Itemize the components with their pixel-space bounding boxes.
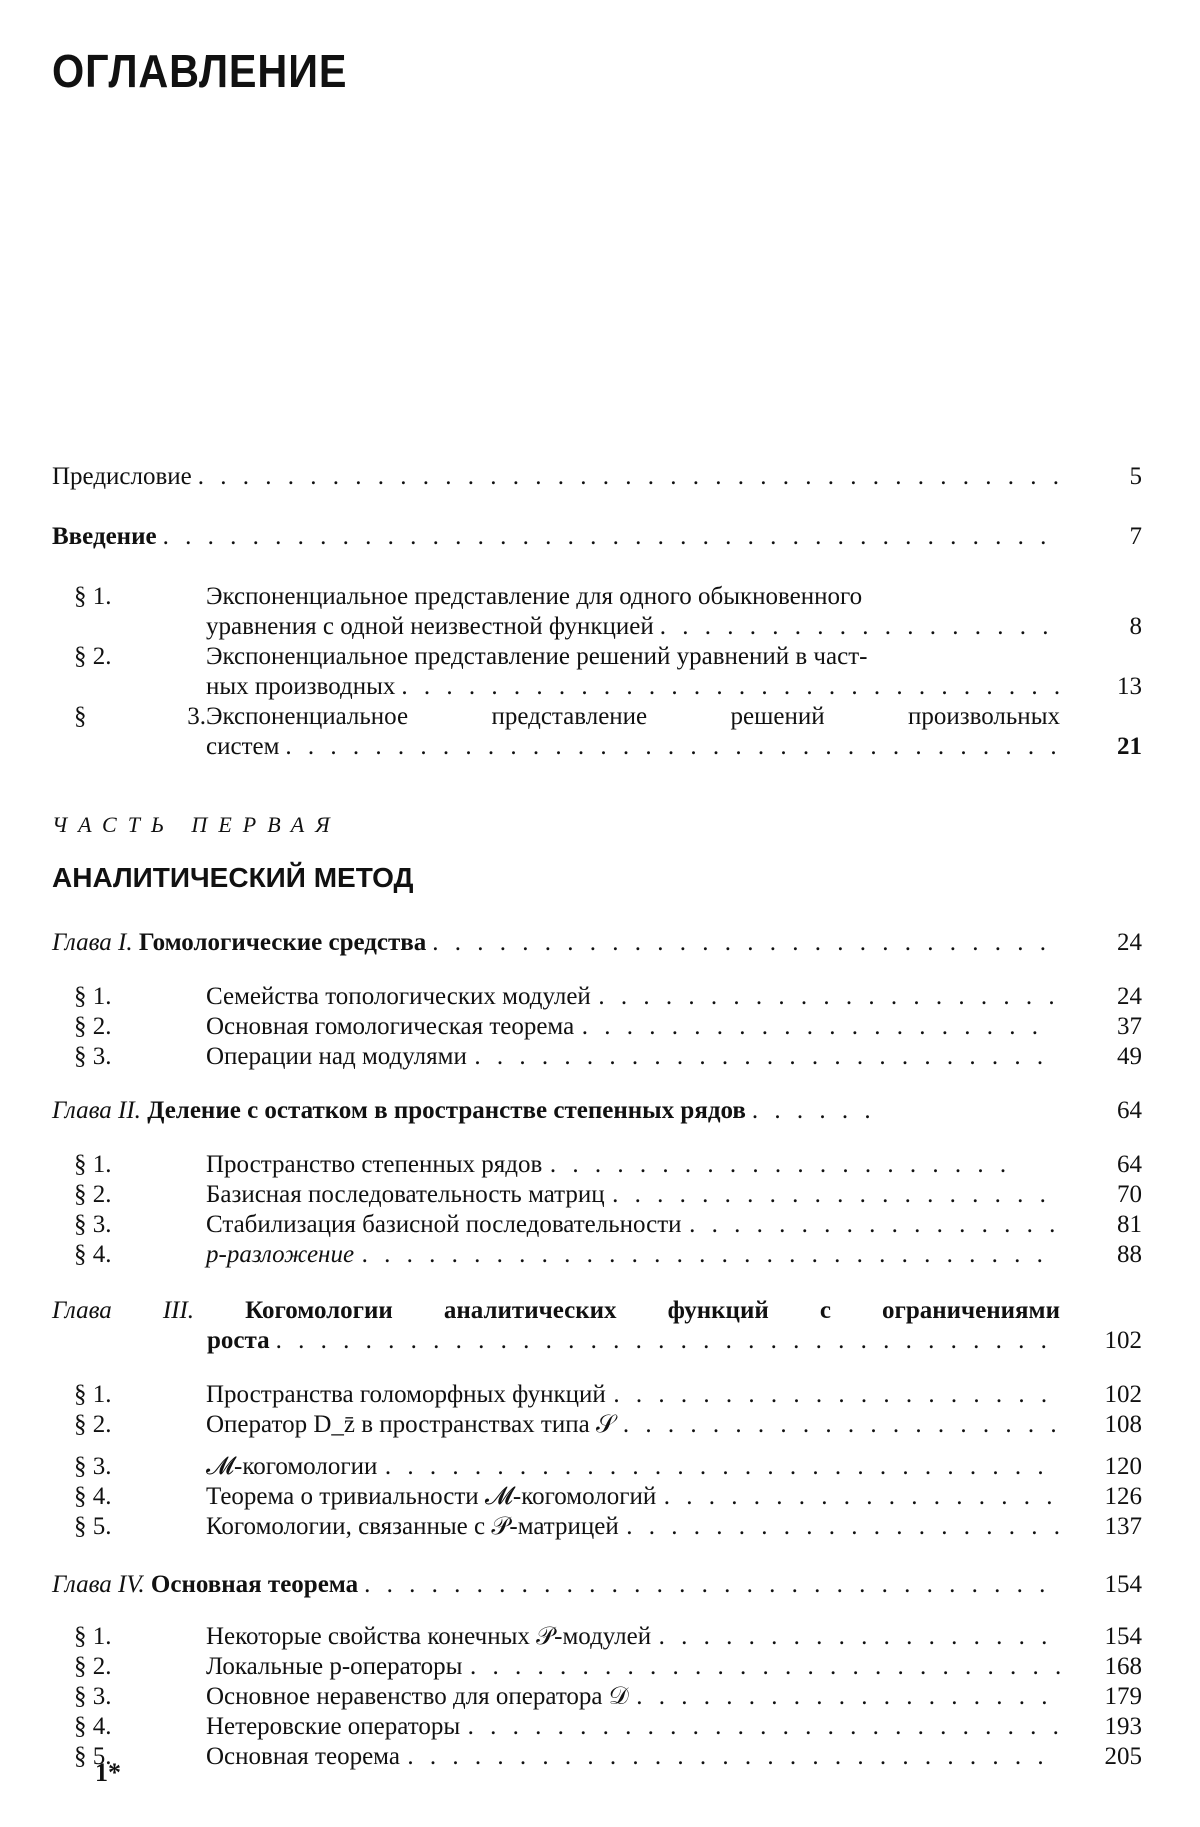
- toc-chapter: Глава IV. Основная теорема . . . . . . . . . . . . . . . . . . . . . . . . . . . . . . . 154: [52, 1570, 1142, 1600]
- toc-chapter: Глава III. Когомологии аналитических функций с ограничениями роста . . . . . . . . . . . . . . . . . . . . . . . . . . . . . . . . . . . 102: [52, 1296, 1142, 1356]
- part-label: ЧАСТЬ ПЕРВАЯ: [52, 812, 341, 838]
- toc-section: § 3.Экспоненциальное представление решений произвольных систем . . . . . . . . . . . . . . . . . . . . . . . . . . . . . . . . . . 21: [140, 702, 1142, 762]
- entry-page: 8: [1072, 612, 1142, 642]
- entry-page: 7: [1072, 522, 1142, 552]
- toc-section: § 4. p-разложение . . . . . . . . . . . . . . . . . . . . . . . . . . . . . . . 88: [140, 1240, 1142, 1270]
- page-title: ОГЛАВЛЕНИЕ: [52, 44, 347, 98]
- toc-section: § 4. Нетеровские операторы . . . . . . . . . . . . . . . . . . . . . . . . . . 193: [140, 1712, 1142, 1742]
- toc-section: § 5. Когомологии, связанные с 𝒫-матрицей . . . . . . . . . . . . . . . . . . . 137: [140, 1512, 1142, 1542]
- part-title: АНАЛИТИЧЕСКИЙ МЕТОД: [52, 862, 413, 894]
- toc-section: § 2. Базисная последовательность матриц . . . . . . . . . . . . . . . . . . . . 70: [140, 1180, 1142, 1210]
- toc-section: § 2. Основная гомологическая теорема . . . . . . . . . . . . . . . . . . . . . 37: [140, 1012, 1142, 1042]
- toc-section: § 2. Локальные p-операторы . . . . . . . . . . . . . . . . . . . . . . . . . . 168: [140, 1652, 1142, 1682]
- toc-section: § 1. Семейства топологических модулей . . . . . . . . . . . . . . . . . . . . . 24: [140, 982, 1142, 1012]
- toc-section: § 3. Операции над модулями . . . . . . . . . . . . . . . . . . . . . . . . . . 49: [140, 1042, 1142, 1072]
- toc-entry-intro: Введение . . . . . . . . . . . . . . . . . . . . . . . . . . . . . . . . . . . . . . . . 7: [52, 522, 1142, 552]
- toc-section: § 2. Оператор D_z̄ в пространствах типа 𝒮 . . . . . . . . . . . . . . . . . . . 108: [140, 1410, 1142, 1440]
- entry-page: 13: [1072, 672, 1142, 702]
- entry-page: 5: [1072, 462, 1142, 492]
- entry-label: Введение: [52, 522, 157, 552]
- toc-chapter: Глава I. Гомологические средства . . . . . . . . . . . . . . . . . . . . . . . . . . . . 24: [52, 928, 1142, 958]
- entry-label: Предисловие: [52, 462, 192, 492]
- toc-section: § 4. Теорема о тривиальности 𝓜-когомологий . . . . . . . . . . . . . . . . . . 126: [140, 1482, 1142, 1512]
- signature-mark: 1*: [95, 1758, 121, 1788]
- toc-section: § 5. Основная теорема . . . . . . . . . . . . . . . . . . . . . . . . . . . . . 205: [140, 1742, 1142, 1772]
- toc-section: § 3. Основное неравенство для оператора 𝒟 . . . . . . . . . . . . . . . . . . . 179: [140, 1682, 1142, 1712]
- toc-section: § 1. Пространство степенных рядов . . . . . . . . . . . . . . . . . . . . . 64: [140, 1150, 1142, 1180]
- toc-page: [0, 0, 1200, 1827]
- toc-entry-preface: Предисловие . . . . . . . . . . . . . . . . . . . . . . . . . . . . . . . . . . . . . . 5: [52, 462, 1142, 492]
- toc-section: § 3. 𝓜-когомологии . . . . . . . . . . . . . . . . . . . . . . . . . . . . . . 120: [140, 1452, 1142, 1482]
- toc-section: § 3. Стабилизация базисной последовательности . . . . . . . . . . . . . . . . . 81: [140, 1210, 1142, 1240]
- toc-section: § 2. Экспоненциальное представление решений уравнений в част- ных производных . . . . . . . . . . . . . . . . . . . . . . . . . . . . . 13: [140, 642, 1142, 702]
- toc-section: § 1. Экспоненциальное представление для одного обыкновенного уравнения с одной неизвестной функцией . . . . . . . . . . . . . . . . . . 8: [140, 582, 1142, 642]
- toc-section: § 1. Некоторые свойства конечных 𝒫-модулей . . . . . . . . . . . . . . . . . . 154: [140, 1622, 1142, 1652]
- entry-page: 24: [1072, 928, 1142, 958]
- toc-section: § 1. Пространства голоморфных функций . . . . . . . . . . . . . . . . . . . . 102: [140, 1380, 1142, 1410]
- toc-chapter: Глава II. Деление с остатком в пространстве степенных рядов . . . . . . 64: [52, 1096, 1142, 1126]
- entry-page: 21: [1072, 732, 1142, 762]
